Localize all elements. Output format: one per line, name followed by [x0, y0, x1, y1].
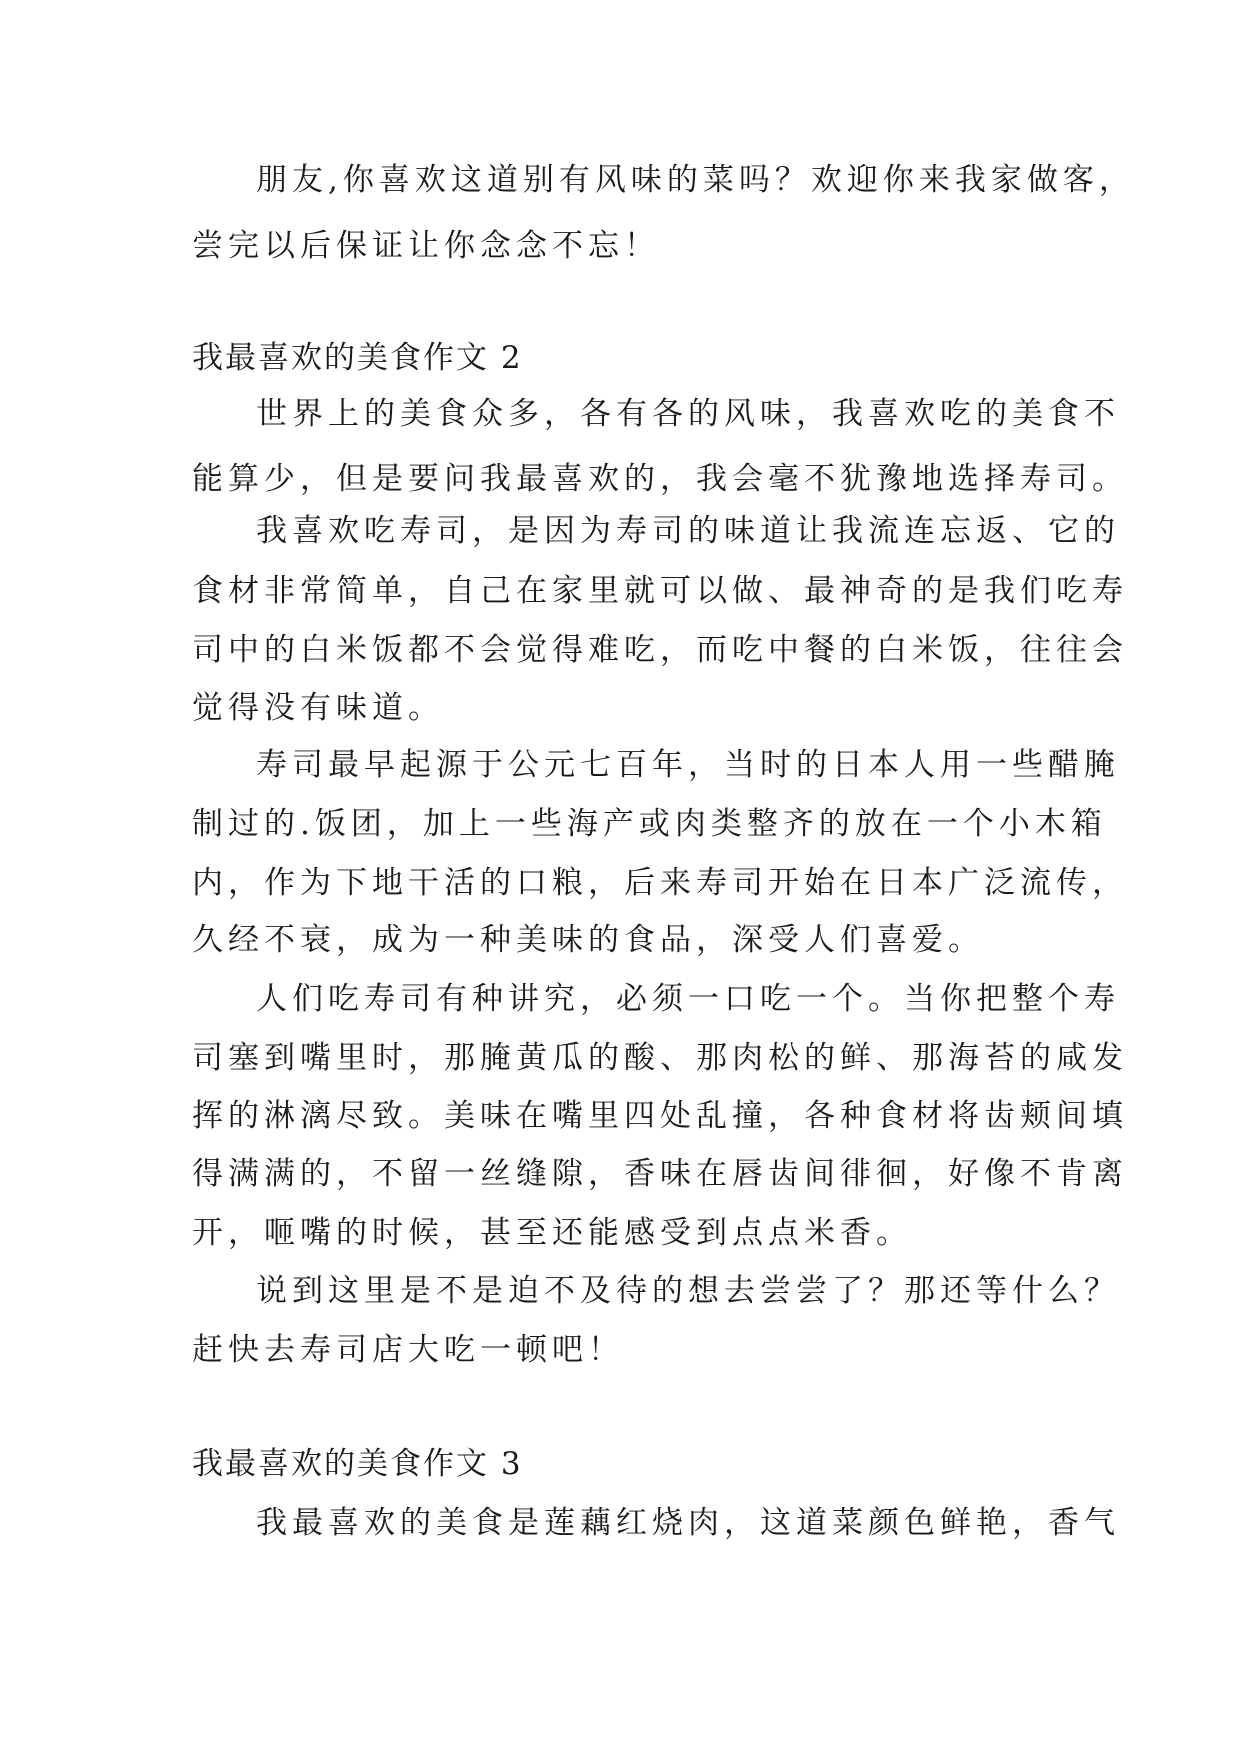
paragraph-line: 人们吃寿司有种讲究，必须一口吃一个。当你把整个寿: [256, 981, 1120, 1017]
paragraph-line: 内，作为下地干活的口粮，后来寿司开始在日本广泛流传，: [192, 865, 1128, 901]
paragraph-line: 得满满的，不留一丝缝隙，香味在唇齿间徘徊，好像不肯离: [192, 1156, 1128, 1192]
paragraph-line: 我最喜欢的美食是莲藕红烧肉，这道菜颜色鲜艳，香气: [256, 1505, 1120, 1541]
paragraph-line: 赶快去寿司店大吃一顿吧！: [192, 1332, 624, 1368]
paragraph-line: 开，咂嘴的时候，甚至还能感受到点点米香。: [192, 1215, 912, 1251]
paragraph-line: 久经不衰，成为一种美味的食品，深受人们喜爱。: [192, 922, 984, 958]
section-heading: 我最喜欢的美食作文 2: [192, 340, 523, 376]
paragraph-line: 寿司最早起源于公元七百年，当时的日本人用一些醋腌: [256, 747, 1120, 783]
paragraph-line: 世界上的美食众多，各有各的风味，我喜欢吃的美食不: [256, 396, 1120, 432]
paragraph-line: 司塞到嘴里时，那腌黄瓜的酸、那肉松的鲜、那海苔的咸发: [192, 1040, 1128, 1076]
paragraph-line: 朋友,你喜欢这道别有风味的菜吗？欢迎你来我家做客，: [256, 162, 1135, 198]
paragraph-line: 觉得没有味道。: [192, 690, 444, 726]
paragraph-line: 挥的淋漓尽致。美味在嘴里四处乱撞，各种食材将齿颊间填: [192, 1098, 1128, 1134]
paragraph-line: 制过的.饭团，加上一些海产或肉类整齐的放在一个小木箱: [192, 806, 1107, 842]
paragraph-line: 食材非常简单，自己在家里就可以做、最神奇的是我们吃寿: [192, 573, 1128, 609]
paragraph-line: 尝完以后保证让你念念不忘！: [192, 228, 660, 264]
paragraph-line: 司中的白米饭都不会觉得难吃，而吃中餐的白米饭，往往会: [192, 632, 1128, 668]
section-heading: 我最喜欢的美食作文 3: [192, 1446, 523, 1482]
paragraph-line: 能算少，但是要问我最喜欢的，我会毫不犹豫地选择寿司。: [192, 461, 1128, 497]
paragraph-line: 我喜欢吃寿司，是因为寿司的味道让我流连忘返、它的: [256, 513, 1120, 549]
paragraph-line: 说到这里是不是迫不及待的想去尝尝了？那还等什么？: [256, 1273, 1120, 1309]
